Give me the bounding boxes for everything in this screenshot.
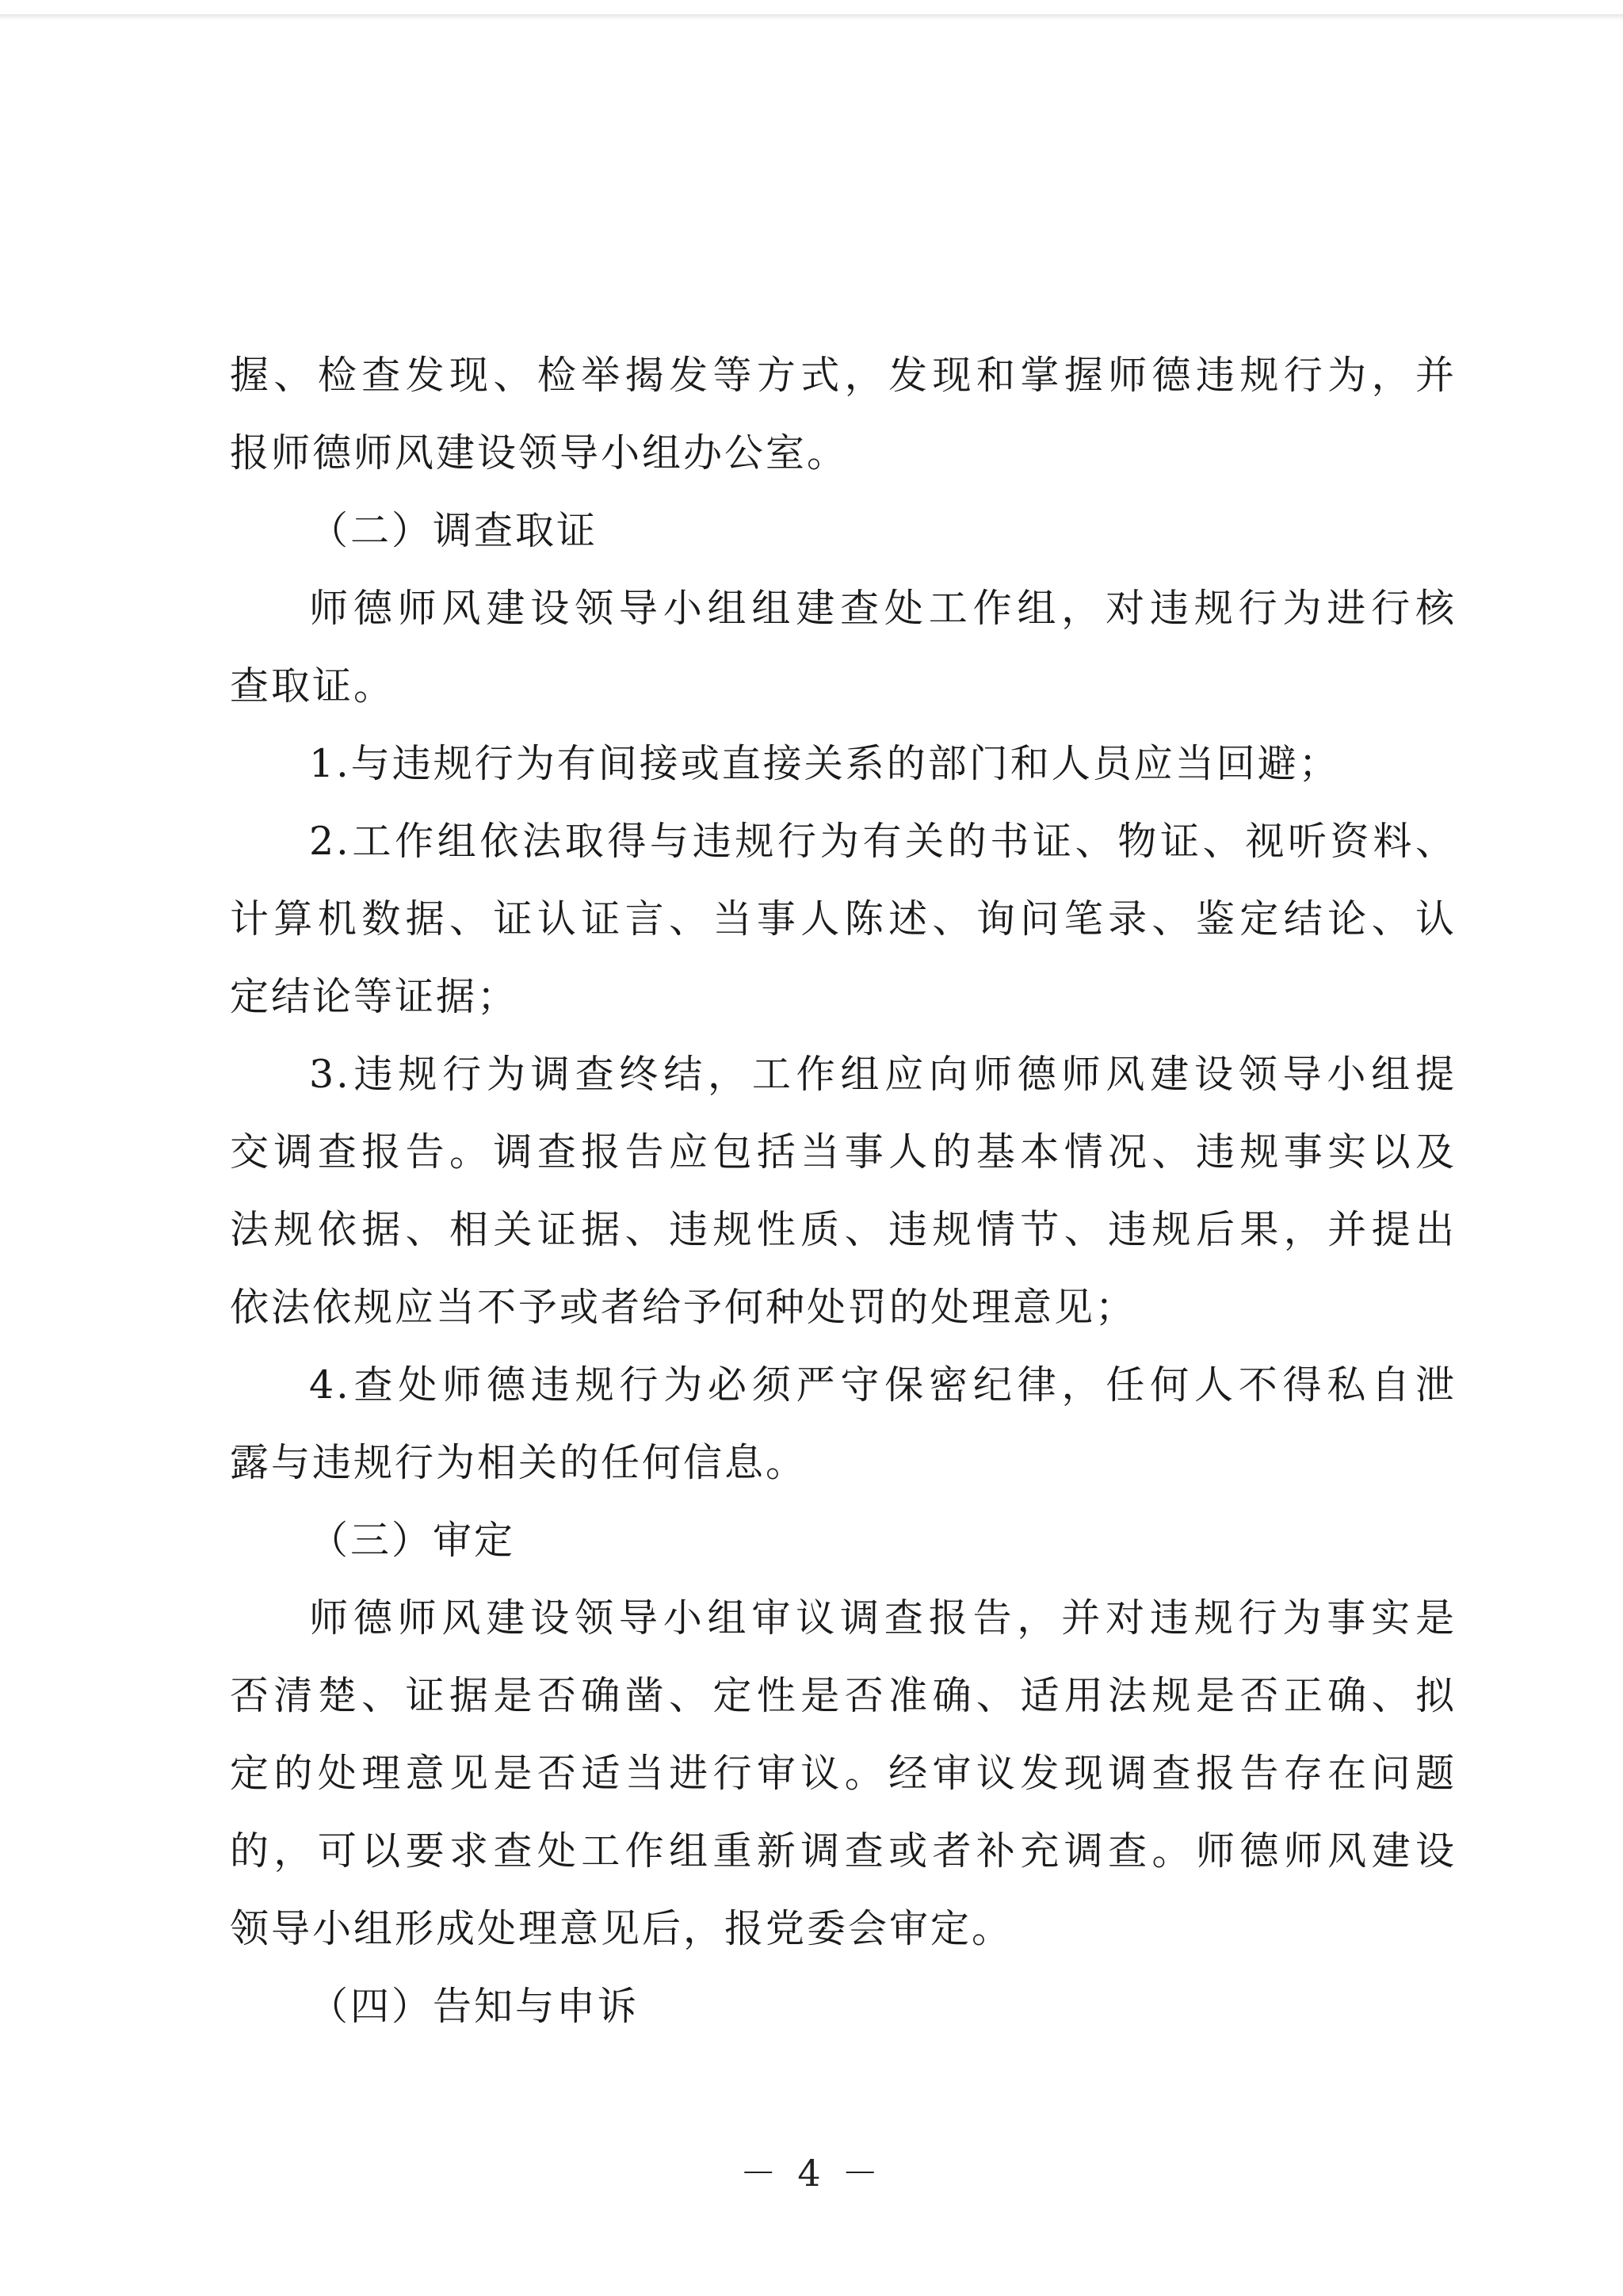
list-item: 3.违规行为调查终结，工作组应向师德师风建设领导小组提 xyxy=(309,1052,1457,1097)
document-body xyxy=(230,337,1457,2046)
paragraph-line: 定结论等证据； xyxy=(230,974,519,1019)
paragraph-line: 定的处理意见是否适当进行审议。经审议发现调查报告存在问题 xyxy=(230,1751,1457,1796)
paragraph-line: 依法依规应当不予或者给予何种处罚的处理意见； xyxy=(230,1285,1137,1330)
paragraph-line: 交调查报告。调查报告应包括当事人的基本情况、违规事实以及 xyxy=(230,1129,1457,1175)
paragraph-line: 师德师风建设领导小组组建查处工作组，对违规行为进行核 xyxy=(309,586,1457,631)
list-item: 1.与违规行为有间接或直接关系的部门和人员应当回避； xyxy=(309,741,1340,786)
paragraph-line: 法规依据、相关证据、违规性质、违规情节、违规后果，并提出 xyxy=(230,1207,1457,1252)
paragraph-line: 的，可以要求查处工作组重新调查或者补充调查。师德师风建设 xyxy=(230,1828,1457,1874)
paragraph-line: 否清楚、证据是否确凿、定性是否准确、适用法规是否正确、拟 xyxy=(230,1673,1457,1718)
paragraph-line: 师德师风建设领导小组审议调查报告，并对违规行为事实是 xyxy=(309,1595,1457,1641)
page-number: － 4 － xyxy=(739,2152,884,2195)
list-item: 2.工作组依法取得与违规行为有关的书证、物证、视听资料、 xyxy=(309,819,1457,864)
paragraph-line: 报师德师风建设领导小组办公室。 xyxy=(230,430,849,476)
list-item: 4.查处师德违规行为必须严守保密纪律，任何人不得私自泄 xyxy=(309,1362,1457,1408)
section-heading: （二）调查取证 xyxy=(309,508,598,553)
paragraph-line: 查取证。 xyxy=(230,663,395,709)
section-heading: （三）审定 xyxy=(309,1518,516,1563)
paragraph-line: 计算机数据、证认证言、当事人陈述、询问笔录、鉴定结论、认 xyxy=(230,896,1457,942)
scan-top-edge xyxy=(0,14,1623,21)
paragraph-line: 露与违规行为相关的任何信息。 xyxy=(230,1440,808,1485)
paragraph-line: 握、检查发现、检举揭发等方式，发现和掌握师德违规行为，并 xyxy=(230,353,1457,398)
paragraph-line: 领导小组形成处理意见后，报党委会审定。 xyxy=(230,1906,1014,1951)
section-heading: （四）告知与申诉 xyxy=(309,1984,640,2029)
